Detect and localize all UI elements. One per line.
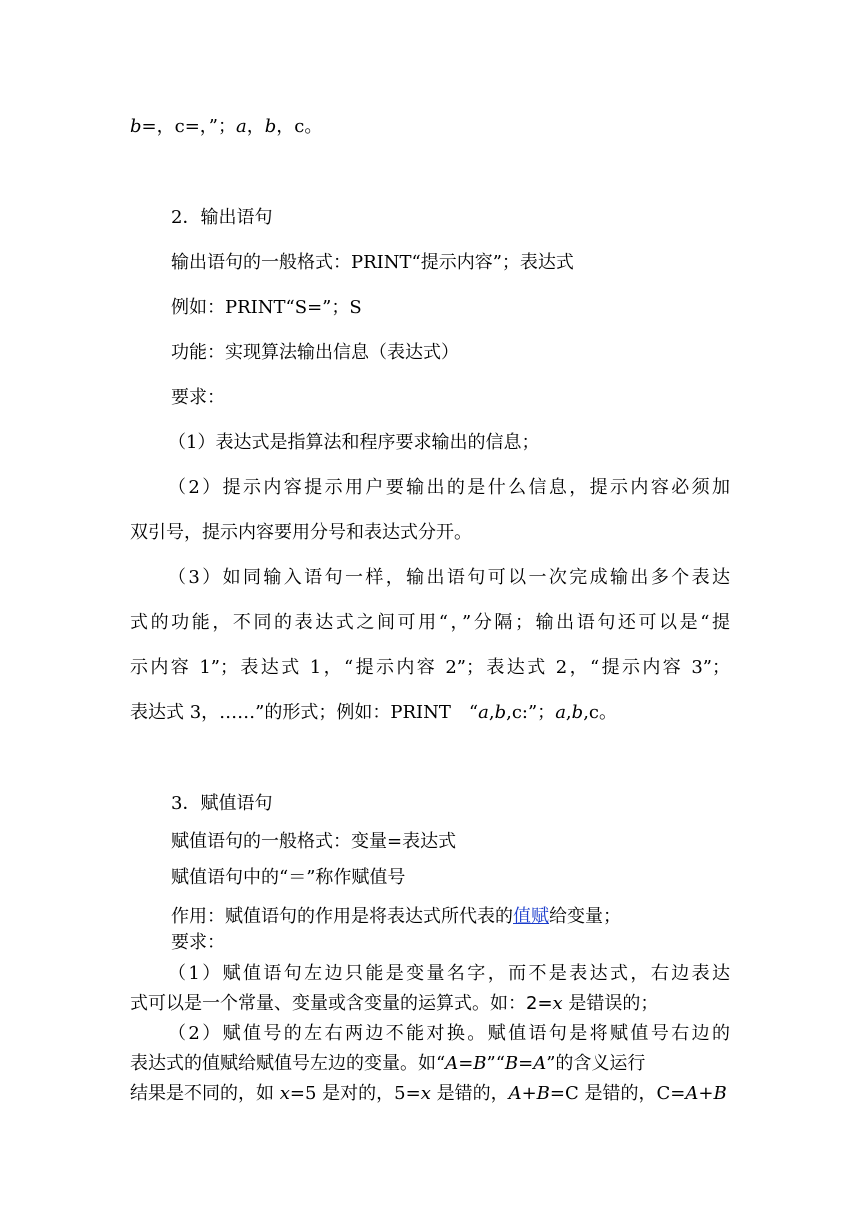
var-b: b <box>264 116 277 137</box>
req2-l3-t2: 是错的， <box>430 1083 509 1104</box>
section-2-req2-line2: 双引号，提示内容要用分号和表达式分开。 <box>130 522 472 543</box>
section-2-req3-line3: 示内容 1”；表达式 1，“提示内容 2”；表达式 2，“提示内容 3”； <box>130 657 730 678</box>
section-3-req2-line1: （2）赋值号的左右两边不能对换。赋值语句是将赋值号右边的 <box>168 1023 730 1044</box>
section-2-heading: 2．输出语句 <box>171 207 273 228</box>
comma: , <box>488 702 495 723</box>
intro-text: =，c=，”； <box>141 116 236 137</box>
section-3-name: 赋值语句中的“＝”称作赋值号 <box>171 867 406 888</box>
purpose-post: 给变量； <box>549 906 621 927</box>
var-B: B <box>713 1083 727 1104</box>
req2-l3-text: 结果是不同的，如 <box>130 1083 280 1104</box>
req2-l2-post: ”的含义运行 <box>546 1053 646 1074</box>
var-b: b <box>494 702 507 723</box>
expr-b-eq-a: B=A <box>504 1053 547 1074</box>
var-a: a <box>555 702 566 723</box>
section-3-purpose <box>171 905 621 929</box>
req3-l4-text: 表达式 3，……”的形式；例如：PRINT “ <box>130 702 479 723</box>
req3-l4-end: ,c。 <box>583 702 617 723</box>
purpose-pre: 作用：赋值语句的作用是将表达式所代表的 <box>171 906 513 927</box>
req1-l2-text: 式可以是一个常量、变量或含变量的运算式。如： <box>130 993 526 1014</box>
section-3-req1-line1: （1）赋值语句左边只能是变量名字，而不是表达式，右边表达 <box>168 963 730 984</box>
section-3-require: 要求： <box>171 932 225 953</box>
section-2-req2-line1: （2）提示内容提示用户要输出的是什么信息，提示内容必须加 <box>168 477 730 498</box>
section-2-req3-line2: 式的功能，不同的表达式之间可用“，”分隔；输出语句还可以是“提 <box>130 612 730 633</box>
req2-l3-t4: =C 是错的，C= <box>549 1083 686 1104</box>
expr-a-eq-b: A=B <box>445 1053 487 1074</box>
plus: + <box>521 1083 537 1104</box>
req3-l4-mid: ,c:”； <box>506 702 556 723</box>
var-A: A <box>685 1083 699 1104</box>
comma: , <box>565 702 572 723</box>
req2-l2-text: 表达式的值赋给赋值号左边的变量。如“ <box>130 1053 446 1074</box>
section-3-req2-line3 <box>130 1082 727 1106</box>
var-x: x <box>552 993 563 1014</box>
section-3-req1-line2 <box>130 992 658 1016</box>
section-2-req3-line4 <box>130 701 617 725</box>
intro-sep: ， <box>246 116 265 137</box>
section-2-require: 要求： <box>171 387 225 408</box>
expr-2-eq: 2= <box>526 993 553 1014</box>
var-a: a <box>235 116 247 137</box>
var-x: x <box>279 1083 290 1104</box>
var-b: b <box>571 702 584 723</box>
intro-line <box>130 115 322 139</box>
section-2-function: 功能：实现算法输出信息（表达式） <box>171 342 459 363</box>
var-A: A <box>508 1083 522 1104</box>
section-3-format: 赋值语句的一般格式：变量=表达式 <box>171 831 457 852</box>
var-B: B <box>536 1083 550 1104</box>
var-x: x <box>420 1083 431 1104</box>
section-2-req1: （1）表达式是指算法和程序要求输出的信息； <box>168 432 540 453</box>
section-2-example: 例如：PRINT“S=”；S <box>171 297 362 318</box>
section-3-req2-line2 <box>130 1052 645 1076</box>
section-2-format: 输出语句的一般格式：PRINT“提示内容”；表达式 <box>171 252 574 273</box>
req2-l3-t1: =5 是对的，5= <box>289 1083 421 1104</box>
plus: + <box>698 1083 714 1104</box>
value-assign-link[interactable]: 值赋 <box>513 906 549 927</box>
var-b: b <box>130 116 142 137</box>
intro-end: ，c。 <box>276 116 323 137</box>
quote-sep: ”“ <box>486 1053 505 1074</box>
var-a: a <box>478 702 489 723</box>
section-3-heading: 3．赋值语句 <box>171 793 273 814</box>
section-2-req3-line1: （3）如同输入语句一样，输出语句可以一次完成输出多个表达 <box>168 567 730 588</box>
req1-l2-post: 是错误的； <box>562 993 659 1014</box>
